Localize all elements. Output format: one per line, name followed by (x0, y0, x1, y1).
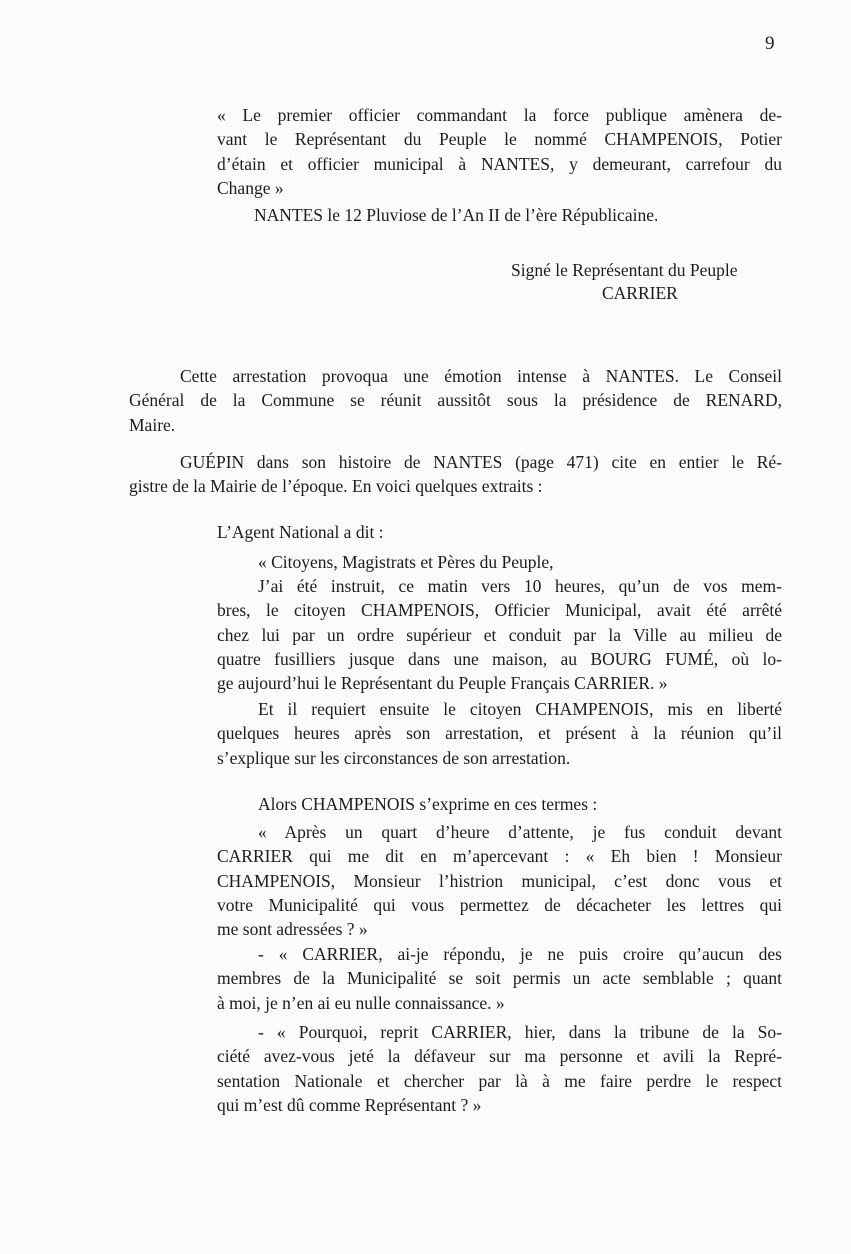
text-line (217, 942, 782, 966)
text-line-content: - « CARRIER, ai-je répondu, je ne puis croire qu’aucun des (258, 944, 782, 964)
text-line: s’explique sur les circonstances de son arrestation. (217, 747, 571, 768)
agent-salutation: « Citoyens, Magistrats et Pères du Peuple, (258, 552, 554, 572)
text-line: gistre de la Mairie de l’époque. En voici quelques extraits : (129, 476, 543, 497)
text-line (129, 364, 782, 388)
text-line: ciété avez-vous jeté la défaveur sur ma personne et avili la Repré- (217, 1046, 782, 1067)
text-line (129, 450, 782, 474)
text-line (217, 1020, 782, 1044)
text-line-content: - « Pourquoi, reprit CARRIER, hier, dans la tribune de la So- (258, 1022, 782, 1042)
text-line-content: Et il requiert ensuite le citoyen CHAMPENOIS, mis en liberté (258, 699, 782, 719)
text-line (217, 574, 782, 598)
champenois-intro: Alors CHAMPENOIS s’exprime en ces termes : (258, 794, 598, 814)
text-line: à moi, je n’en ai eu nulle connaissance. » (217, 992, 505, 1013)
text-line: votre Municipalité qui vous permettez de décacheter les lettres qui (217, 894, 782, 915)
text-line: CHAMPENOIS, Monsieur l’histrion municipal, c’est donc vous et (217, 870, 782, 891)
guepin-paragraph (129, 450, 782, 499)
arrest-paragraph (129, 364, 782, 437)
carrier-reply (217, 1020, 782, 1117)
order-date-line: NANTES le 12 Pluviose de l’An II de l’ère Républicaine. (254, 205, 659, 225)
text-line: qui m’est dû comme Représentant ? » (217, 1094, 482, 1115)
text-line (217, 697, 782, 721)
champenois-reply (217, 942, 782, 1015)
text-line: quatre fusilliers jusque dans une maison, au BOURG FUMÉ, où lo- (217, 648, 782, 669)
page-number: 9 (765, 33, 775, 54)
text-line: ge aujourd’hui le Représentant du Peuple Français CARRIER. » (217, 673, 668, 694)
agent-request (217, 697, 782, 770)
text-line: bres, le citoyen CHAMPENOIS, Officier Municipal, avait été arrêté (217, 600, 782, 621)
text-line: sentation Nationale et chercher par là à me faire perdre le respect (217, 1070, 782, 1091)
agent-speech (217, 574, 782, 695)
text-line: Maire. (129, 414, 176, 435)
arrest-order-quote (217, 103, 782, 200)
signature-name: CARRIER (602, 283, 678, 303)
text-line: chez lui par un ordre supérieur et conduit par la Ville au milieu de (217, 624, 782, 645)
text-line: CARRIER qui me dit en m’apercevant : « Eh bien ! Monsieur (217, 846, 782, 867)
text-line-content: J’ai été instruit, ce matin vers 10 heures, qu’un de vos mem- (258, 576, 782, 596)
text-line: membres de la Municipalité se soit permis un acte semblable ; quant (217, 968, 782, 989)
text-line-content: « Après un quart d’heure d’attente, je fus conduit devant (258, 822, 782, 842)
signature-line: Signé le Représentant du Peuple (511, 260, 738, 280)
text-line: vant le Représentant du Peuple le nommé CHAMPENOIS, Potier (217, 129, 782, 150)
agent-intro: L’Agent National a dit : (217, 522, 384, 542)
text-line: Général de la Commune se réunit aussitôt sous la présidence de RENARD, (129, 390, 782, 411)
text-line-content: Cette arrestation provoqua une émotion intense à NANTES. Le Conseil (180, 366, 782, 386)
text-line (217, 820, 782, 844)
text-line: d’étain et officier municipal à NANTES, y demeurant, carrefour du (217, 153, 782, 174)
champenois-speech (217, 820, 782, 941)
text-line: « Le premier officier commandant la force publique amènera de- (217, 105, 782, 125)
text-line-content: GUÉPIN dans son histoire de NANTES (page 471) cite en entier le Ré- (180, 452, 782, 472)
text-line: me sont adressées ? » (217, 919, 368, 940)
text-line: quelques heures après son arrestation, et présent à la réunion qu’il (217, 723, 782, 744)
text-line: Change » (217, 177, 284, 198)
